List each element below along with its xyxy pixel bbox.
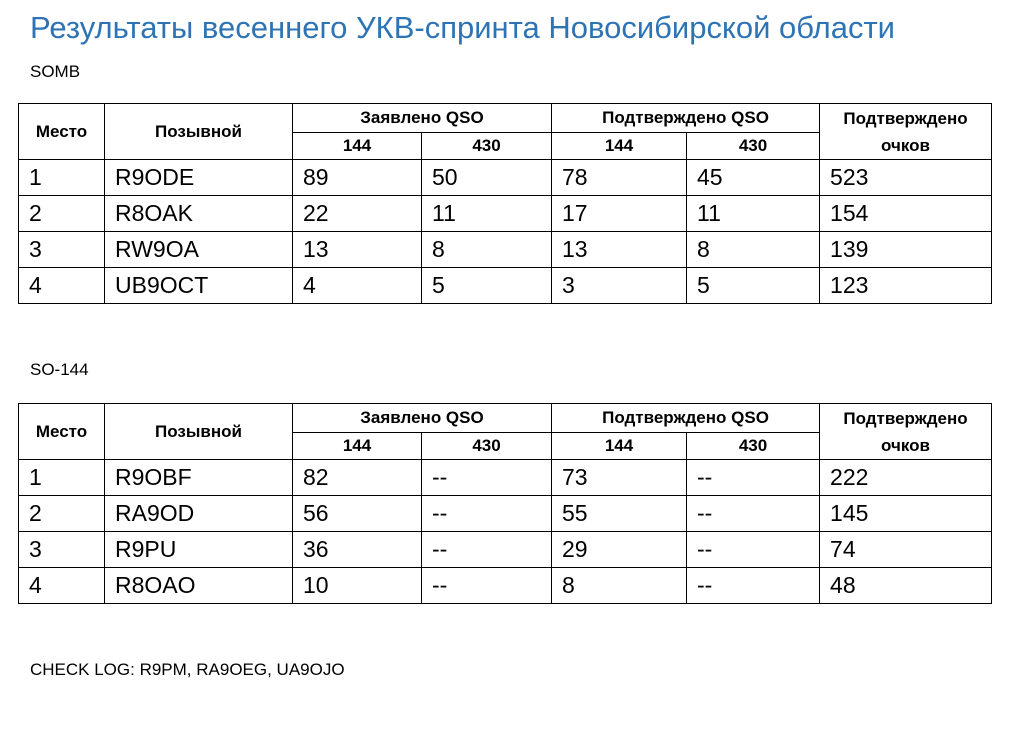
section-label-so-144: SO-144 (30, 360, 89, 379)
cell-confirmed-144: 17 (552, 196, 687, 232)
cell-claimed-430: 11 (422, 196, 552, 232)
cell-claimed-144: 56 (293, 496, 422, 532)
cell-callsign: R9OBF (105, 460, 293, 496)
cell-points: 222 (820, 460, 992, 496)
results-table-somb (18, 103, 992, 304)
cell-claimed-430: 5 (422, 268, 552, 304)
col-header-callsign: Позывной (105, 104, 293, 160)
cell-callsign: UB9OCT (105, 268, 293, 304)
col-header-confirmed-points: Подтверждено очков (820, 104, 992, 160)
col-header-claimed-430: 430 (422, 133, 552, 160)
cell-claimed-430: -- (422, 532, 552, 568)
cell-confirmed-144: 3 (552, 268, 687, 304)
cell-place: 3 (19, 232, 105, 268)
cell-place: 3 (19, 532, 105, 568)
table-header-row (19, 404, 992, 433)
col-header-confirmed-144: 144 (552, 433, 687, 460)
col-header-claimed-144: 144 (293, 133, 422, 160)
col-header-place: Место (19, 104, 105, 160)
table-row (19, 268, 992, 304)
cell-claimed-430: 50 (422, 160, 552, 196)
table-row (19, 532, 992, 568)
cell-confirmed-430: 45 (687, 160, 820, 196)
page-title: Результаты весеннего УКВ-спринта Новосибирской области (30, 10, 896, 45)
cell-confirmed-430: -- (687, 460, 820, 496)
table-row (19, 160, 992, 196)
cell-claimed-144: 22 (293, 196, 422, 232)
results-table-so-144 (18, 403, 992, 604)
cell-points: 74 (820, 532, 992, 568)
cell-place: 1 (19, 460, 105, 496)
table-row (19, 460, 992, 496)
table-row (19, 568, 992, 604)
cell-confirmed-144: 73 (552, 460, 687, 496)
cell-confirmed-144: 55 (552, 496, 687, 532)
cell-points: 139 (820, 232, 992, 268)
cell-claimed-430: -- (422, 568, 552, 604)
cell-points: 48 (820, 568, 992, 604)
cell-confirmed-144: 13 (552, 232, 687, 268)
cell-confirmed-430: -- (687, 532, 820, 568)
table-row (19, 496, 992, 532)
cell-claimed-144: 89 (293, 160, 422, 196)
cell-confirmed-430: 8 (687, 232, 820, 268)
table-row (19, 196, 992, 232)
cell-place: 4 (19, 568, 105, 604)
table-row (19, 232, 992, 268)
col-header-place: Место (19, 404, 105, 460)
cell-confirmed-430: 5 (687, 268, 820, 304)
cell-place: 4 (19, 268, 105, 304)
col-header-confirmed-qso: Подтверждено QSO (552, 104, 820, 133)
col-header-claimed-qso: Заявлено QSO (293, 104, 552, 133)
cell-claimed-430: -- (422, 460, 552, 496)
cell-claimed-144: 82 (293, 460, 422, 496)
col-header-confirmed-144: 144 (552, 133, 687, 160)
cell-points: 145 (820, 496, 992, 532)
cell-place: 2 (19, 196, 105, 232)
col-header-confirmed-430: 430 (687, 133, 820, 160)
col-header-callsign: Позывной (105, 404, 293, 460)
cell-points: 154 (820, 196, 992, 232)
cell-callsign: R8OAO (105, 568, 293, 604)
col-header-claimed-430: 430 (422, 433, 552, 460)
cell-place: 2 (19, 496, 105, 532)
cell-callsign: R9PU (105, 532, 293, 568)
col-header-confirmed-qso: Подтверждено QSO (552, 404, 820, 433)
cell-callsign: R8OAK (105, 196, 293, 232)
cell-confirmed-430: 11 (687, 196, 820, 232)
cell-claimed-144: 4 (293, 268, 422, 304)
col-header-confirmed-430: 430 (687, 433, 820, 460)
cell-points: 523 (820, 160, 992, 196)
cell-claimed-144: 36 (293, 532, 422, 568)
table-header-row (19, 104, 992, 133)
cell-claimed-144: 13 (293, 232, 422, 268)
cell-confirmed-430: -- (687, 496, 820, 532)
cell-confirmed-144: 29 (552, 532, 687, 568)
cell-callsign: R9ODE (105, 160, 293, 196)
cell-points: 123 (820, 268, 992, 304)
cell-callsign: RA9OD (105, 496, 293, 532)
cell-place: 1 (19, 160, 105, 196)
cell-claimed-430: -- (422, 496, 552, 532)
col-header-claimed-144: 144 (293, 433, 422, 460)
cell-callsign: RW9OA (105, 232, 293, 268)
cell-claimed-144: 10 (293, 568, 422, 604)
col-header-claimed-qso: Заявлено QSO (293, 404, 552, 433)
cell-confirmed-144: 78 (552, 160, 687, 196)
section-label-somb: SOMB (30, 62, 81, 81)
cell-confirmed-144: 8 (552, 568, 687, 604)
cell-confirmed-430: -- (687, 568, 820, 604)
col-header-confirmed-points: Подтверждено очков (820, 404, 992, 460)
check-log-note: CHECK LOG: R9PM, RA9OEG, UA9OJO (30, 660, 345, 679)
cell-claimed-430: 8 (422, 232, 552, 268)
